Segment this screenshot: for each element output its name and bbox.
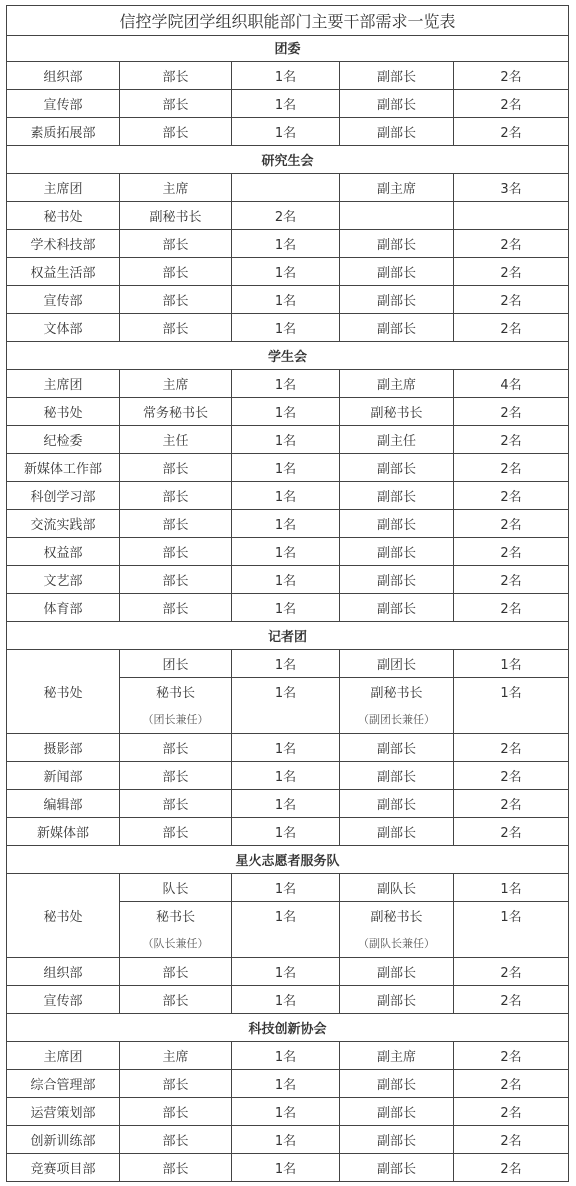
- blank: [454, 706, 568, 733]
- count-cell: 1名: [232, 1042, 340, 1070]
- position-cell: 部长: [120, 1098, 232, 1126]
- requirements-table: [6, 5, 569, 1182]
- concurrent-note: （队长兼任）: [142, 937, 209, 951]
- count-cell: 1名: [232, 454, 340, 482]
- position-cell: 部长: [120, 958, 232, 986]
- position-cell: 主席: [120, 174, 232, 202]
- department-cell: 组织部: [7, 958, 120, 986]
- deputy-position-cell: 副部长: [340, 566, 454, 594]
- position-cell: 部长: [120, 790, 232, 818]
- count-cell: 1名: [232, 594, 340, 622]
- secretary-value: 秘书长: [155, 910, 195, 926]
- position-cell: 部长: [120, 818, 232, 846]
- department-cell: 组织部: [7, 62, 120, 90]
- department-cell: 新媒体部: [7, 818, 120, 846]
- table-row: [7, 370, 569, 398]
- deputy-position-cell: 副部长: [340, 594, 454, 622]
- secretary-count: 1名: [274, 686, 297, 702]
- count-cell: 1名: [232, 762, 340, 790]
- section-row: [7, 846, 569, 874]
- deputy-count-cell: [454, 202, 569, 230]
- count-cell: 1名: [232, 790, 340, 818]
- deputy-position-cell: 副部长: [340, 286, 454, 314]
- count-cell: 1名: [232, 958, 340, 986]
- position-cell: 部长: [120, 1154, 232, 1182]
- deputy-count-cell: 2名: [454, 1126, 569, 1154]
- deputy-position-cell: 副主任: [340, 426, 454, 454]
- deputy-count-cell: 2名: [454, 1042, 569, 1070]
- deputy-position-cell: 副部长: [340, 986, 454, 1014]
- position-cell: 常务秘书长: [120, 398, 232, 426]
- stacked-cell: [120, 650, 231, 733]
- secretariat-row: [7, 650, 569, 734]
- deputy-count-cell: 2名: [454, 454, 569, 482]
- count-cell: 1名: [232, 1070, 340, 1098]
- deputy-position-cell: 副部长: [340, 1070, 454, 1098]
- deputy-count-cell: 2名: [454, 314, 569, 342]
- department-cell: 主席团: [7, 174, 120, 202]
- department-cell: 主席团: [7, 1042, 120, 1070]
- deputy-position-cell: 副部长: [340, 762, 454, 790]
- deputy-position-cell: 副部长: [340, 958, 454, 986]
- count-cell: 1名: [232, 566, 340, 594]
- table-row: [7, 818, 569, 846]
- count-cell: 1名: [232, 1126, 340, 1154]
- section-header: 记者团: [7, 622, 569, 650]
- deputy-count-cell: 2名: [454, 62, 569, 90]
- count-cell: 1名: [232, 230, 340, 258]
- count-cell: 1名: [232, 62, 340, 90]
- position-cell: 部长: [120, 734, 232, 762]
- department-cell: 文艺部: [7, 566, 120, 594]
- department-cell: 创新训练部: [7, 1126, 120, 1154]
- table-title: 信控学院团学组织职能部门主要干部需求一览表: [7, 6, 569, 36]
- deputy-position-cell: 副部长: [340, 510, 454, 538]
- deputy-count-cell: [454, 650, 569, 734]
- table-row: [7, 118, 569, 146]
- stacked-cell: [120, 874, 231, 957]
- deputy-count-cell: 2名: [454, 818, 569, 846]
- table-row: [7, 538, 569, 566]
- table-row: [7, 986, 569, 1014]
- table-row: [7, 1098, 569, 1126]
- deputy-count-cell: 2名: [454, 958, 569, 986]
- count-cell: 1名: [232, 510, 340, 538]
- count-cell: 1名: [232, 370, 340, 398]
- department-cell: 宣传部: [7, 986, 120, 1014]
- title-row: [7, 6, 569, 34]
- deputy-count-cell: 2名: [454, 1154, 569, 1182]
- deputy-position-cell: 副部长: [340, 1098, 454, 1126]
- stacked-cell: [232, 650, 339, 733]
- position-cell: 部长: [120, 454, 232, 482]
- department-cell: 科创学习部: [7, 482, 120, 510]
- secretariat-row: [7, 874, 569, 958]
- deputy-count-cell: [454, 874, 569, 958]
- department-cell: 宣传部: [7, 90, 120, 118]
- section-header: 学生会: [7, 342, 569, 370]
- table-row: [7, 1126, 569, 1154]
- deputy-count-cell: 2名: [454, 734, 569, 762]
- head-value: 副队长: [340, 874, 453, 902]
- requirements-table-container: [6, 5, 569, 1182]
- table-row: [7, 398, 569, 426]
- table-row: [7, 762, 569, 790]
- deputy-position-cell: 副部长: [340, 258, 454, 286]
- position-cell: 部长: [120, 482, 232, 510]
- deputy-position-cell: 副部长: [340, 454, 454, 482]
- count-cell: 1名: [232, 818, 340, 846]
- deputy-count-cell: 2名: [454, 790, 569, 818]
- deputy-count-cell: 3名: [454, 174, 569, 202]
- deputy-count-cell: 2名: [454, 986, 569, 1014]
- blank: [454, 930, 568, 957]
- secretary-value: 副秘书长: [370, 910, 423, 926]
- position-cell: 部长: [120, 566, 232, 594]
- count-cell: 2名: [232, 202, 340, 230]
- deputy-count-cell: 2名: [454, 426, 569, 454]
- position-cell: 部长: [120, 510, 232, 538]
- deputy-position-cell: 副部长: [340, 734, 454, 762]
- count-cell: 1名: [232, 538, 340, 566]
- count-cell: [232, 650, 340, 734]
- position-cell: 部长: [120, 314, 232, 342]
- deputy-head-count: 1名: [454, 650, 568, 678]
- table-row: [7, 230, 569, 258]
- deputy-position-cell: 副部长: [340, 818, 454, 846]
- department-cell: 权益部: [7, 538, 120, 566]
- count-cell: 1名: [232, 118, 340, 146]
- deputy-count-cell: 2名: [454, 762, 569, 790]
- position-cell: 部长: [120, 118, 232, 146]
- deputy-count-cell: 2名: [454, 90, 569, 118]
- table-row: [7, 594, 569, 622]
- section-row: [7, 146, 569, 174]
- deputy-count-cell: 2名: [454, 1070, 569, 1098]
- deputy-head-count: 1名: [454, 874, 568, 902]
- table-row: [7, 286, 569, 314]
- department-cell: 体育部: [7, 594, 120, 622]
- deputy-position-cell: 副秘书长: [340, 398, 454, 426]
- count-cell: 1名: [232, 426, 340, 454]
- position-cell: 部长: [120, 1070, 232, 1098]
- count-cell: 1名: [232, 1098, 340, 1126]
- section-row: [7, 1014, 569, 1042]
- position-cell: 部长: [120, 1126, 232, 1154]
- position-cell: [120, 650, 232, 734]
- deputy-secretary-count: 1名: [500, 686, 522, 702]
- department-cell: 主席团: [7, 370, 120, 398]
- position-cell: [120, 874, 232, 958]
- deputy-position-cell: 副主席: [340, 174, 454, 202]
- department-cell: 综合管理部: [7, 1070, 120, 1098]
- count-cell: 1名: [232, 286, 340, 314]
- stacked-cell: [232, 874, 339, 957]
- department-cell: 权益生活部: [7, 258, 120, 286]
- department-cell: 秘书处: [7, 398, 120, 426]
- table-row: [7, 566, 569, 594]
- table-row: [7, 1154, 569, 1182]
- deputy-count-cell: 2名: [454, 286, 569, 314]
- department-cell: 竞赛项目部: [7, 1154, 120, 1182]
- deputy-count-cell: 2名: [454, 230, 569, 258]
- section-header: 星火志愿者服务队: [7, 846, 569, 874]
- secretary-count: 1名: [274, 910, 297, 926]
- table-row: [7, 174, 569, 202]
- department-cell: 纪检委: [7, 426, 120, 454]
- section-row: [7, 34, 569, 62]
- deputy-secretary-count: 1名: [500, 910, 522, 926]
- count-cell: 1名: [232, 1154, 340, 1182]
- deputy-position-cell: [340, 874, 454, 958]
- table-row: [7, 202, 569, 230]
- table-row: [7, 958, 569, 986]
- deputy-position-cell: 副部长: [340, 90, 454, 118]
- stacked-cell: [454, 650, 568, 733]
- position-cell: 部长: [120, 762, 232, 790]
- count-cell: 1名: [232, 986, 340, 1014]
- count-cell: 1名: [232, 314, 340, 342]
- blank: [232, 706, 339, 733]
- deputy-count-cell: 2名: [454, 566, 569, 594]
- deputy-position-cell: 副部长: [340, 230, 454, 258]
- deputy-position-cell: 副部长: [340, 538, 454, 566]
- deputy-count-cell: 2名: [454, 398, 569, 426]
- department-cell: 交流实践部: [7, 510, 120, 538]
- secretary-value: 秘书长: [155, 686, 195, 702]
- position-cell: 部长: [120, 986, 232, 1014]
- table-row: [7, 454, 569, 482]
- concurrent-note: （副团长兼任）: [358, 713, 435, 727]
- stacked-cell: [340, 874, 453, 957]
- deputy-position-cell: 副部长: [340, 314, 454, 342]
- deputy-count-cell: 2名: [454, 538, 569, 566]
- deputy-count-cell: 2名: [454, 594, 569, 622]
- position-cell: 主席: [120, 370, 232, 398]
- department-cell: 编辑部: [7, 790, 120, 818]
- section-row: [7, 342, 569, 370]
- position-cell: 副秘书长: [120, 202, 232, 230]
- table-row: [7, 790, 569, 818]
- position-cell: 主席: [120, 1042, 232, 1070]
- deputy-position-cell: 副部长: [340, 790, 454, 818]
- position-cell: 主任: [120, 426, 232, 454]
- concurrent-note: （副队长兼任）: [358, 937, 435, 951]
- deputy-count-cell: 2名: [454, 1098, 569, 1126]
- department-cell: 秘书处: [7, 202, 120, 230]
- department-cell: 摄影部: [7, 734, 120, 762]
- department-cell: 素质拓展部: [7, 118, 120, 146]
- deputy-count-cell: 2名: [454, 118, 569, 146]
- table-row: [7, 62, 569, 90]
- head-value: 队长: [120, 874, 231, 902]
- section-row: [7, 622, 569, 650]
- blank: [232, 930, 339, 957]
- section-header: 科技创新协会: [7, 1014, 569, 1042]
- stacked-cell: [340, 650, 453, 733]
- deputy-position-cell: 副主席: [340, 370, 454, 398]
- count-cell: 1名: [232, 734, 340, 762]
- department-cell: 秘书处: [7, 650, 120, 734]
- table-row: [7, 510, 569, 538]
- deputy-position-cell: 副主席: [340, 1042, 454, 1070]
- position-cell: 部长: [120, 90, 232, 118]
- deputy-position-cell: 副部长: [340, 482, 454, 510]
- section-header: 团委: [7, 34, 569, 62]
- deputy-count-cell: 2名: [454, 510, 569, 538]
- count-cell: [232, 874, 340, 958]
- table-row: [7, 482, 569, 510]
- deputy-position-cell: [340, 202, 454, 230]
- position-cell: 部长: [120, 594, 232, 622]
- department-cell: 宣传部: [7, 286, 120, 314]
- department-cell: 新媒体工作部: [7, 454, 120, 482]
- count-cell: 1名: [232, 90, 340, 118]
- count-cell: 1名: [232, 482, 340, 510]
- position-cell: 部长: [120, 286, 232, 314]
- concurrent-note: （团长兼任）: [142, 713, 209, 727]
- deputy-count-cell: 2名: [454, 258, 569, 286]
- table-row: [7, 1042, 569, 1070]
- table-row: [7, 314, 569, 342]
- head-count: 1名: [232, 650, 339, 678]
- count-cell: 1名: [232, 258, 340, 286]
- position-cell: 部长: [120, 230, 232, 258]
- department-cell: 秘书处: [7, 874, 120, 958]
- count-cell: 1名: [232, 398, 340, 426]
- table-row: [7, 90, 569, 118]
- head-value: 副团长: [340, 650, 453, 678]
- department-cell: 新闻部: [7, 762, 120, 790]
- head-value: 团长: [120, 650, 231, 678]
- position-cell: 部长: [120, 62, 232, 90]
- stacked-cell: [454, 874, 568, 957]
- department-cell: 文体部: [7, 314, 120, 342]
- table-row: [7, 258, 569, 286]
- section-header: 研究生会: [7, 146, 569, 174]
- deputy-position-cell: 副部长: [340, 1126, 454, 1154]
- count-cell: [232, 174, 340, 202]
- position-cell: 部长: [120, 258, 232, 286]
- deputy-count-cell: 4名: [454, 370, 569, 398]
- deputy-position-cell: 副部长: [340, 1154, 454, 1182]
- table-row: [7, 426, 569, 454]
- department-cell: 运营策划部: [7, 1098, 120, 1126]
- secretary-value: 副秘书长: [370, 686, 423, 702]
- head-count: 1名: [232, 874, 339, 902]
- department-cell: 学术科技部: [7, 230, 120, 258]
- deputy-count-cell: 2名: [454, 482, 569, 510]
- table-row: [7, 1070, 569, 1098]
- position-cell: 部长: [120, 538, 232, 566]
- deputy-position-cell: 副部长: [340, 118, 454, 146]
- deputy-position-cell: [340, 650, 454, 734]
- table-row: [7, 734, 569, 762]
- deputy-position-cell: 副部长: [340, 62, 454, 90]
